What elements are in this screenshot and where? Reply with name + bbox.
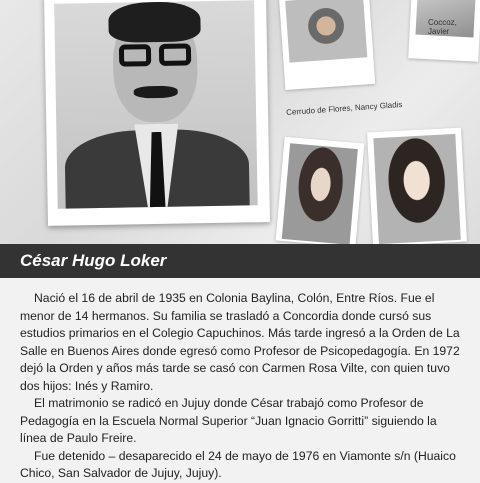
biography-paragraph: El matrimonio se radicó en Jujuy donde César trabajó como Profesor de Pedagogía en la Escuela Normal Superior “Juan Ignacio Gorritti” siguiendo la línea de Paulo Freire. xyxy=(20,396,437,445)
portrait-image xyxy=(54,0,258,208)
background-photo xyxy=(276,137,365,244)
biography-paragraph: Nació el 16 de abril de 1935 en Colonia Baylina, Colón, Entre Ríos. Fue el menor de 14 hermanos. Su familia se trasladó a Concordia donde cursó sus estudios primarios en el Colegio Capuchinos. Más tarde ingresó a la Orden de La Salle en Buenos Aires donde egresó como Profesor de Psicopedagogía. En 1972 dejó la Orden y años más tarde se casó con Carmen Rosa Vilte, con quien tuvo dos hijos: Inés y Ramiro. xyxy=(20,291,460,393)
background-photo xyxy=(279,0,375,90)
portrait-photo xyxy=(44,0,270,226)
photo-caption: Coccoz, Javier xyxy=(428,18,457,36)
photo-caption: Cerrudo de Flores, Nancy Gladis xyxy=(285,99,403,118)
person-name: César Hugo Loker xyxy=(20,251,167,270)
name-banner xyxy=(0,244,480,278)
background-photo xyxy=(367,128,467,244)
biography-paragraph: Fue detenido – desaparecido el 24 de mayo de 1976 en Viamonte s/n (Huaico Chico, San Salvador de Jujuy, Jujuy). xyxy=(20,448,456,480)
biography-text xyxy=(20,290,462,483)
